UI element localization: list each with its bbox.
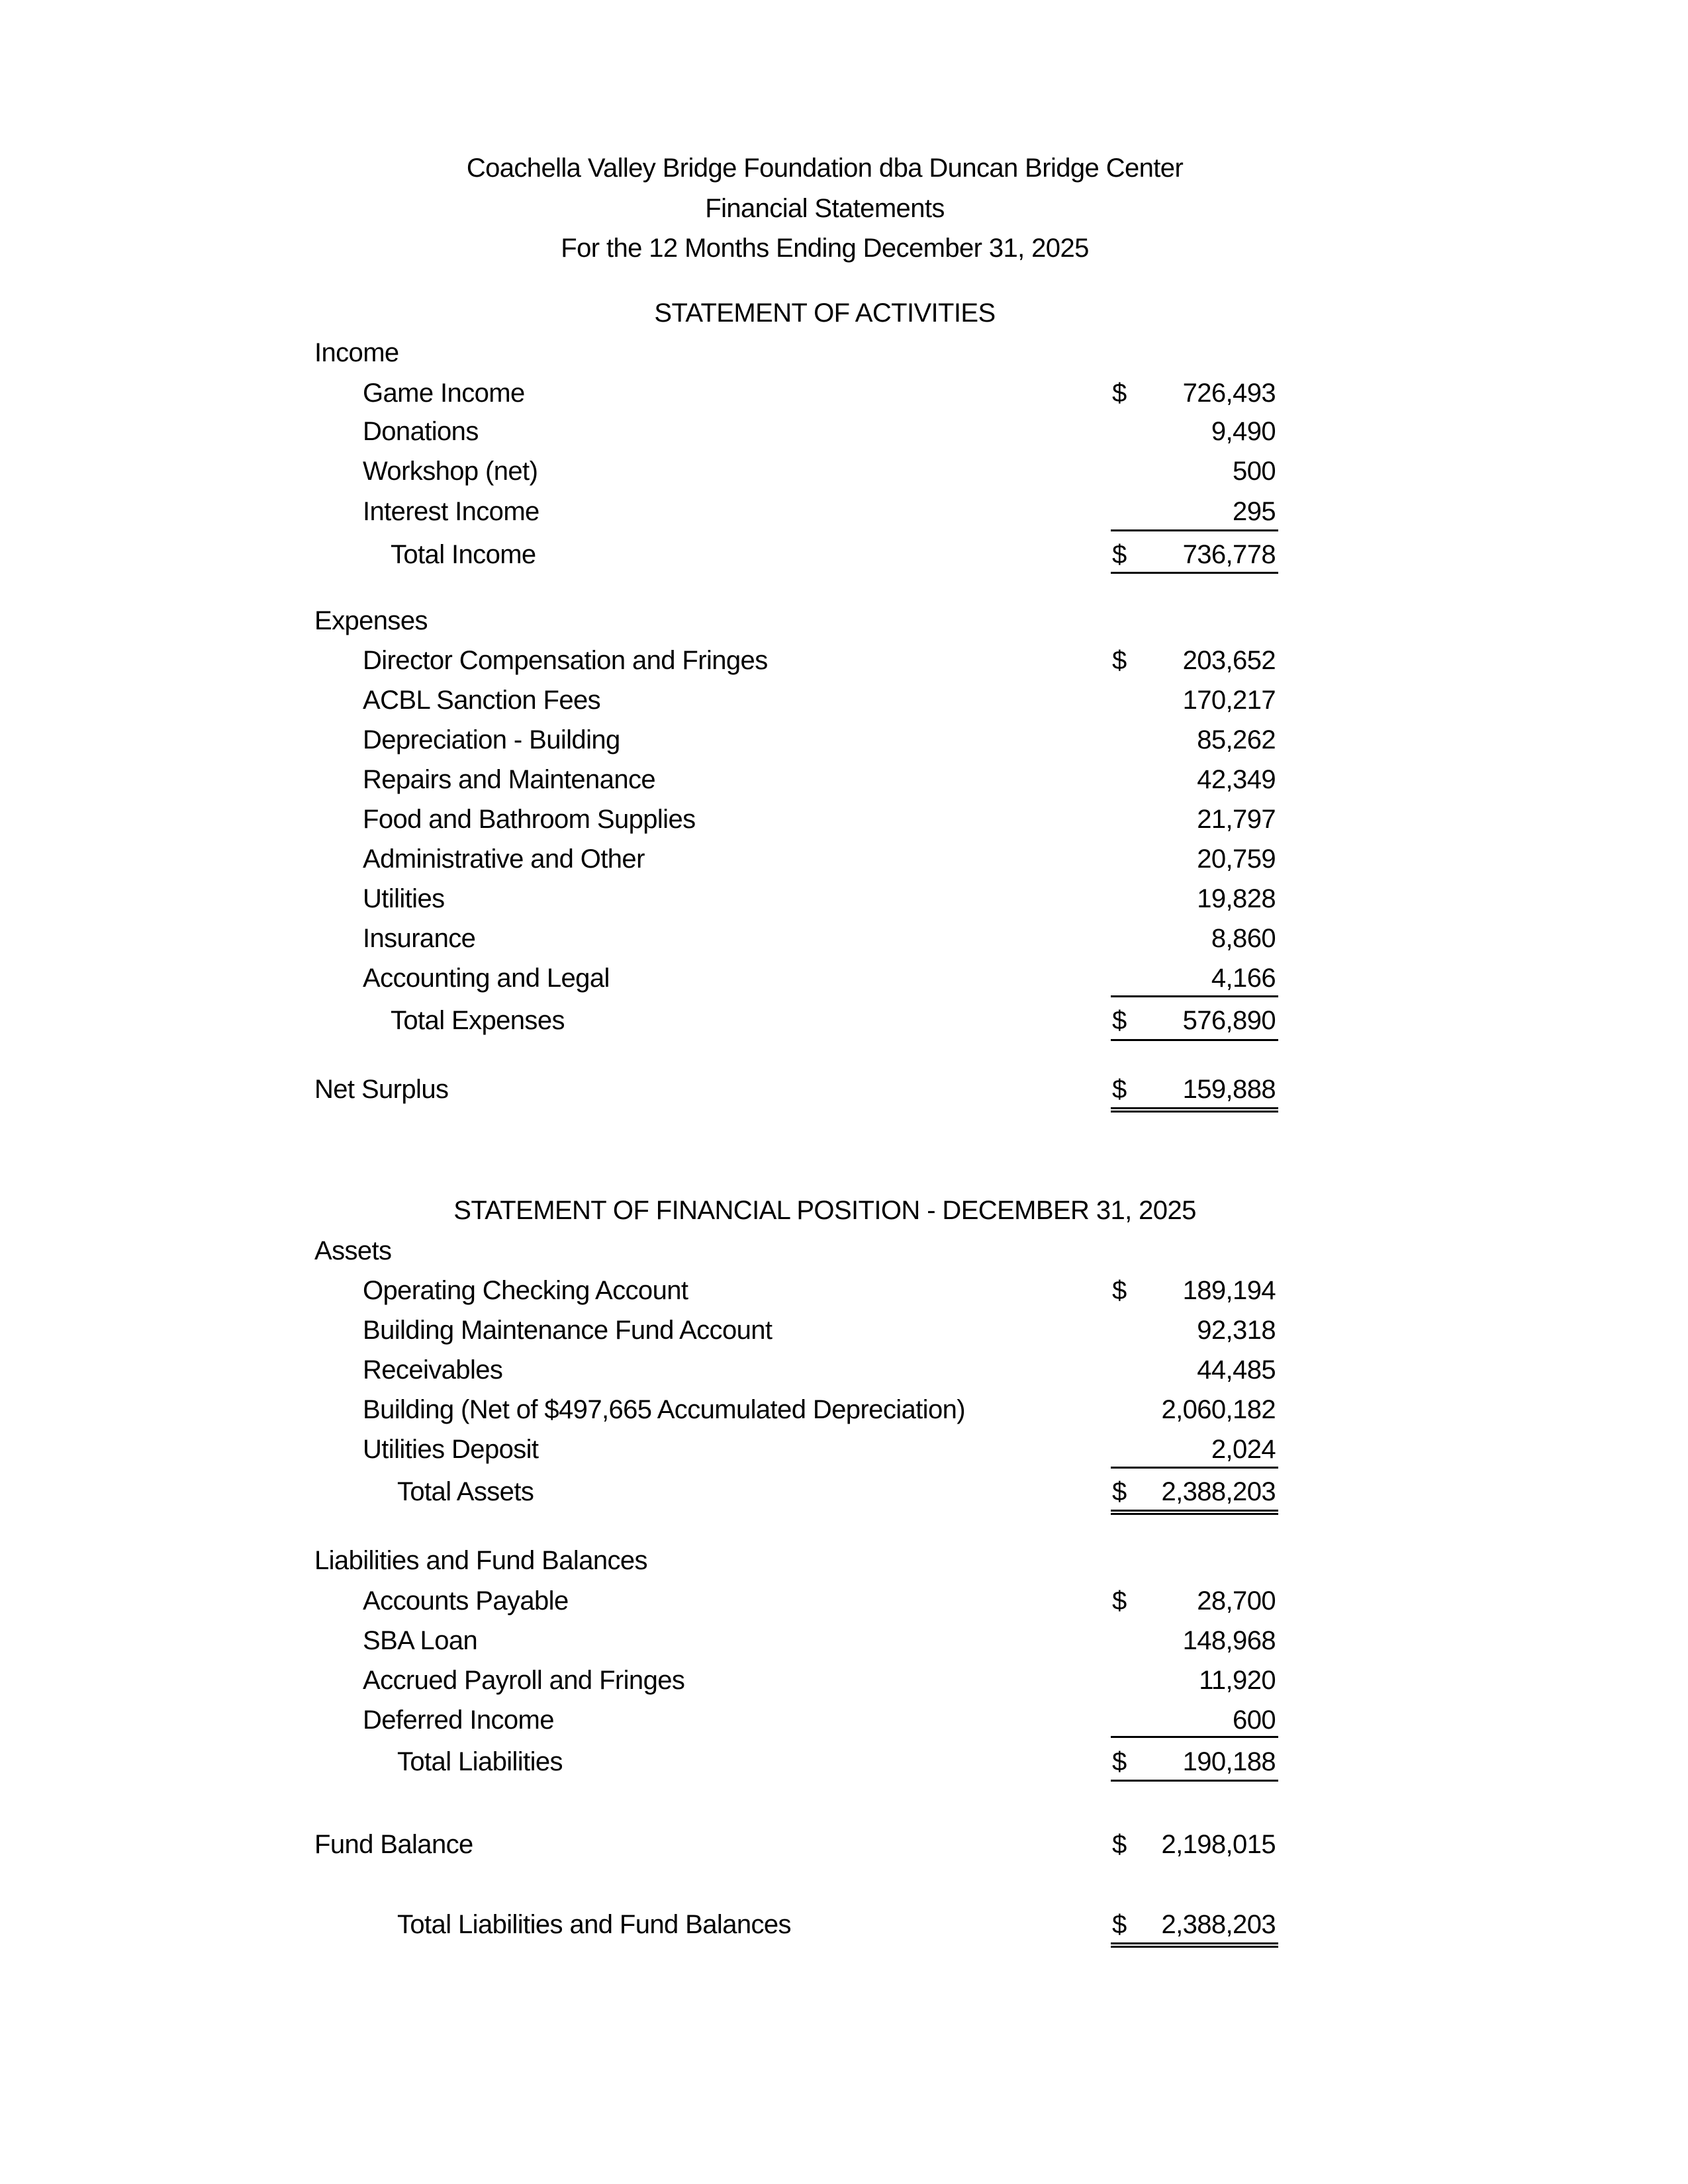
amount-value: 148,968 [1182, 1626, 1276, 1655]
line-item-amount [1111, 684, 1278, 716]
currency-symbol: $ [1112, 1586, 1127, 1615]
subtotal-rule [1111, 529, 1278, 531]
total-label: Total Income [391, 540, 536, 569]
amount-value: 92,318 [1197, 1316, 1276, 1345]
currency-symbol: $ [1112, 540, 1127, 569]
amount-value: 159,888 [1182, 1075, 1276, 1104]
currency-symbol: $ [1112, 1910, 1127, 1939]
line-item-amount [1111, 724, 1278, 756]
amount-value: 189,194 [1182, 1276, 1276, 1305]
line-item-label: Depreciation - Building [363, 725, 620, 754]
line-item-amount [1111, 377, 1278, 409]
line-item-amount [1111, 416, 1278, 447]
line-item-amount [1111, 1625, 1278, 1657]
net-surplus-label: Net Surplus [314, 1075, 449, 1104]
amount-value: 726,493 [1182, 379, 1276, 408]
amount-value: 190,188 [1182, 1747, 1276, 1776]
line-item-label: Interest Income [363, 497, 539, 526]
total-rule [1111, 1780, 1278, 1782]
line-item-label: Accounting and Legal [363, 964, 610, 993]
line-item-amount [1111, 962, 1278, 994]
total-amount [1111, 539, 1278, 570]
assets-heading: Assets [314, 1236, 392, 1265]
line-item-label: Game Income [363, 379, 525, 408]
line-item-label: Accounts Payable [363, 1586, 569, 1615]
line-item-label: Utilities [363, 884, 445, 913]
amount-value: 8,860 [1211, 924, 1276, 953]
amount-value: 44,485 [1197, 1355, 1276, 1385]
line-item-label: Repairs and Maintenance [363, 765, 656, 794]
currency-symbol: $ [1112, 1276, 1127, 1305]
amount-value: 170,217 [1182, 686, 1276, 715]
line-item-label: Building (Net of $497,665 Accumulated Depreciation) [363, 1395, 965, 1424]
amount-value: 28,700 [1197, 1586, 1276, 1615]
currency-symbol: $ [1112, 1006, 1127, 1035]
statement-of-financial-position-title: STATEMENT OF FINANCIAL POSITION - DECEMBER 31, 2025 [453, 1196, 1196, 1225]
line-item-label: ACBL Sanction Fees [363, 686, 601, 715]
amount-value: 4,166 [1211, 964, 1276, 993]
subtotal-rule [1111, 1736, 1278, 1738]
amount-value: 2,060,182 [1161, 1395, 1276, 1424]
line-item-amount [1111, 923, 1278, 954]
line-item-label: Utilities Deposit [363, 1435, 539, 1464]
line-item-amount [1111, 1585, 1278, 1617]
total-amount [1111, 1746, 1278, 1778]
net-surplus-amount [1111, 1073, 1278, 1105]
line-item-label: Operating Checking Account [363, 1276, 688, 1305]
fund-balance-label: Fund Balance [314, 1830, 473, 1859]
line-item-label: Insurance [363, 924, 476, 953]
total-amount [1111, 1909, 1278, 1940]
subtotal-rule [1111, 1467, 1278, 1469]
currency-symbol: $ [1112, 1747, 1127, 1776]
total-amount [1111, 1005, 1278, 1036]
line-item-amount [1111, 883, 1278, 915]
amount-value: 11,920 [1199, 1666, 1276, 1695]
double-underline [1111, 1107, 1278, 1113]
line-item-label: Accrued Payroll and Fringes [363, 1666, 685, 1695]
currency-symbol: $ [1112, 379, 1127, 408]
total-label: Total Liabilities and Fund Balances [397, 1910, 791, 1939]
amount-value: 2,388,203 [1161, 1910, 1276, 1939]
fund-balance-amount [1111, 1829, 1278, 1860]
line-item-label: Director Compensation and Fringes [363, 646, 768, 675]
line-item-label: Administrative and Other [363, 844, 645, 874]
line-item-label: Food and Bathroom Supplies [363, 805, 696, 834]
total-label: Total Assets [397, 1477, 534, 1506]
organization-name: Coachella Valley Bridge Foundation dba Duncan Bridge Center [466, 154, 1184, 183]
line-item-label: Receivables [363, 1355, 503, 1385]
line-item-label: Donations [363, 417, 479, 446]
amount-value: 500 [1233, 457, 1276, 486]
line-item-amount [1111, 1354, 1278, 1386]
amount-value: 2,198,015 [1161, 1830, 1276, 1859]
line-item-amount [1111, 1275, 1278, 1306]
total-label: Total Liabilities [397, 1747, 563, 1776]
currency-symbol: $ [1112, 1075, 1127, 1104]
liabilities-heading: Liabilities and Fund Balances [314, 1546, 647, 1575]
amount-value: 736,778 [1182, 540, 1276, 569]
line-item-amount [1111, 1314, 1278, 1346]
statement-of-activities-title: STATEMENT OF ACTIVITIES [654, 298, 996, 328]
total-rule [1111, 1039, 1278, 1041]
double-underline [1111, 1942, 1278, 1948]
amount-value: 19,828 [1197, 884, 1276, 913]
amount-value: 20,759 [1197, 844, 1276, 874]
reporting-period: For the 12 Months Ending December 31, 2025 [561, 234, 1089, 263]
line-item-amount [1111, 803, 1278, 835]
currency-symbol: $ [1112, 646, 1127, 675]
document-title: Financial Statements [705, 194, 945, 223]
amount-value: 21,797 [1197, 805, 1276, 834]
line-item-amount [1111, 1433, 1278, 1465]
income-heading: Income [314, 338, 399, 367]
total-label: Total Expenses [391, 1006, 565, 1035]
line-item-label: SBA Loan [363, 1626, 478, 1655]
amount-value: 85,262 [1197, 725, 1276, 754]
line-item-label: Deferred Income [363, 1706, 554, 1735]
currency-symbol: $ [1112, 1477, 1127, 1506]
total-rule [1111, 572, 1278, 574]
currency-symbol: $ [1112, 1830, 1127, 1859]
amount-value: 203,652 [1182, 646, 1276, 675]
double-underline [1111, 1510, 1278, 1515]
amount-value: 576,890 [1182, 1006, 1276, 1035]
subtotal-rule [1111, 995, 1278, 997]
amount-value: 42,349 [1197, 765, 1276, 794]
amount-value: 2,024 [1211, 1435, 1276, 1464]
line-item-amount [1111, 1394, 1278, 1426]
line-item-amount [1111, 843, 1278, 875]
line-item-amount [1111, 1704, 1278, 1736]
line-item-label: Building Maintenance Fund Account [363, 1316, 773, 1345]
line-item-amount [1111, 645, 1278, 676]
amount-value: 600 [1233, 1706, 1276, 1735]
total-amount [1111, 1476, 1278, 1508]
line-item-amount [1111, 455, 1278, 487]
amount-value: 9,490 [1211, 417, 1276, 446]
line-item-amount [1111, 496, 1278, 527]
line-item-amount [1111, 1664, 1278, 1696]
expenses-heading: Expenses [314, 606, 428, 635]
line-item-label: Workshop (net) [363, 457, 538, 486]
amount-value: 295 [1233, 497, 1276, 526]
line-item-amount [1111, 764, 1278, 796]
amount-value: 2,388,203 [1161, 1477, 1276, 1506]
